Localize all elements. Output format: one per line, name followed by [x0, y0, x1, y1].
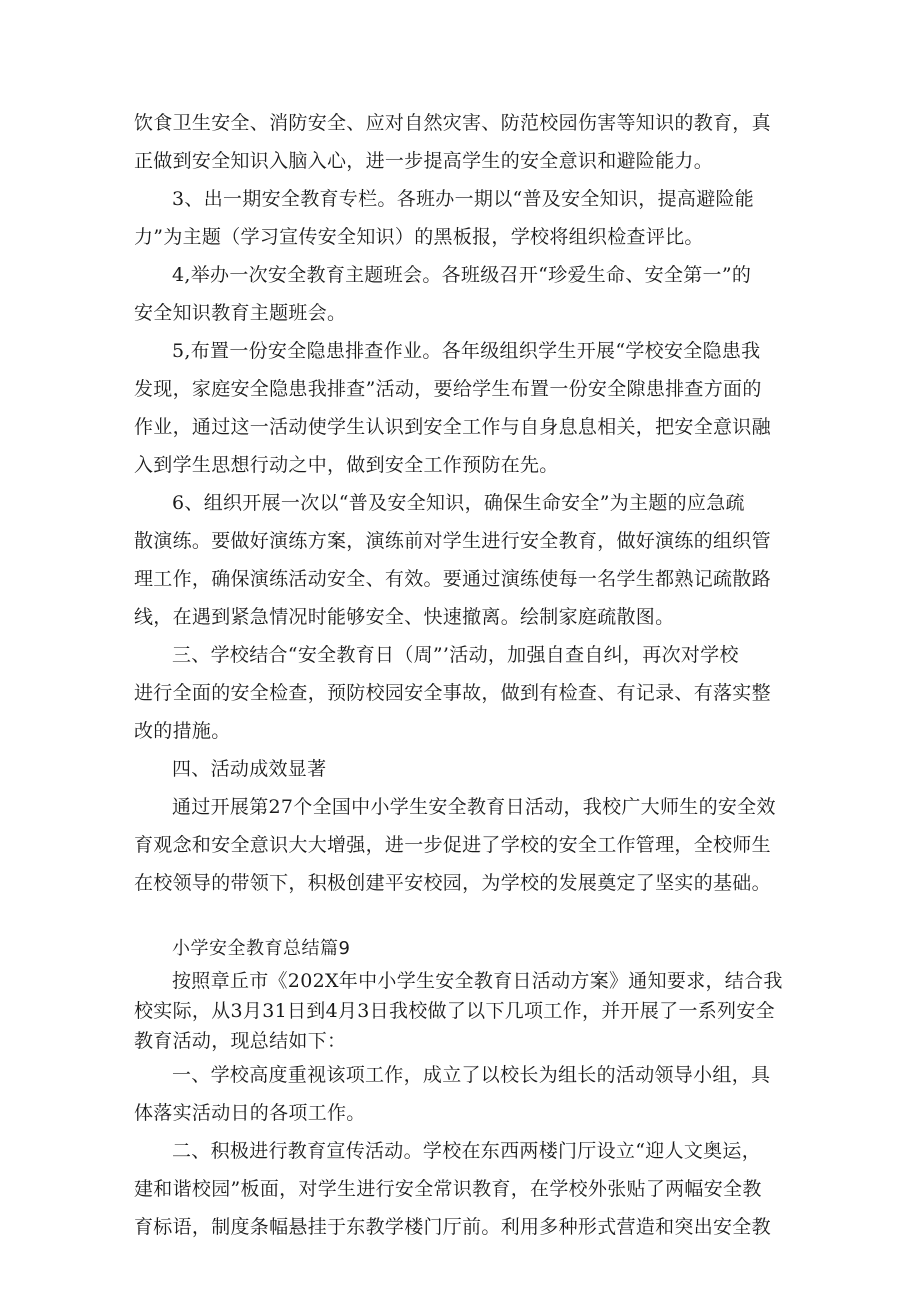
paragraph	[134, 788, 794, 902]
text-line: 通过开展第27个全国中小学生安全教育日活动，我校广大师生的安全效	[172, 796, 776, 818]
text-line: 四、活动成效显著	[172, 758, 327, 780]
text-line: 散演练。要做好演练方案，演练前对学生进行安全教育，做好演练的组织管	[134, 530, 771, 552]
text-line: 3、出一期安全教育专栏。各班办一期以“普及安全知识，提高避险能	[172, 188, 755, 210]
document-body-part1	[134, 104, 794, 902]
paragraph	[134, 256, 794, 332]
text-line: 建和谐校园”板面，对学生进行安全常识教育，在学校外张贴了两幅安全教	[134, 1178, 762, 1200]
text-line: 发现，家庭安全隐患我排查”活动，要给学生布置一份安全隙患排查方面的	[134, 378, 762, 400]
section-title: 小学安全教育总结篇9	[172, 938, 351, 959]
text-line: 改的措施。	[134, 720, 231, 742]
text-line: 5,布置一份安全隐患排查作业。各年级组织学生开展“学校安全隐患我	[172, 340, 761, 362]
text-line: 三、学校结合“安全教育日（周”’活动，加强自查自纠，再次对学校	[172, 644, 739, 666]
paragraph	[134, 636, 794, 750]
text-line: 6、组织开展一次以“普及安全知识，确保生命安全”为主题的应急疏	[172, 492, 745, 514]
text-line: 育标语，制度条幅悬挂于东教学楼门厅前。利用多种形式营造和突出安全教	[134, 1216, 771, 1238]
paragraph	[134, 1132, 794, 1246]
text-line: 作业，通过这一活动使学生认识到安全工作与自身息息相关，把安全意识融	[134, 416, 771, 438]
text-line: 教育活动，现总结如下：	[134, 1030, 347, 1052]
text-line: 饮食卫生安全、消防安全、应对自然灾害、防范校园伤害等知识的教育，真	[134, 112, 771, 134]
text-line: 二、积极进行教育宣传活动。学校在东西两楼门厅设立“迎人文奥运，	[172, 1140, 762, 1162]
paragraph	[134, 332, 794, 484]
text-line: 线，在遇到紧急情况时能够安全、快速撤离。绘制家庭疏散图。	[134, 606, 675, 628]
paragraph	[134, 104, 794, 180]
paragraph	[134, 750, 794, 788]
paragraph	[134, 180, 794, 256]
section-spacer	[134, 902, 794, 932]
text-line: 一、学校高度重视该项工作，成立了以校长为组长的活动领导小组，具	[172, 1064, 771, 1086]
text-line: 力”为主题（学习宣传安全知识）的黑板报，学校将组织检查评比。	[134, 226, 704, 248]
paragraph	[134, 966, 794, 1056]
paragraph	[134, 484, 794, 636]
document-page	[134, 104, 794, 1246]
paragraph	[134, 1056, 794, 1132]
text-line: 校实际，从3月31日到4月3日我校做了以下几项工作，并开展了一系列安全	[134, 1000, 775, 1022]
text-line: 安全知识教育主题班会。	[134, 302, 347, 324]
text-line: 在校领导的带领下，积极创建平安校园，为学校的发展奠定了坚实的基础。	[134, 872, 771, 894]
text-line: 育观念和安全意识大大增强，进一步促进了学校的安全工作管理，全校师生	[134, 834, 771, 856]
document-body-part2	[134, 966, 794, 1246]
text-line: 4,举办一次安全教育主题班会。各班级召开“珍爱生命、安全第一”的	[172, 264, 752, 286]
text-line: 体落实活动日的各项工作。	[134, 1102, 366, 1124]
text-line: 入到学生思想行动之中，做到安全工作预防在先。	[134, 454, 559, 476]
text-line: 理工作，确保演练活动安全、有效。要通过演练使每一名学生都熟记疏散路	[134, 568, 771, 590]
text-line: 正做到安全知识入脑入心，进一步提高学生的安全意识和避险能力。	[134, 150, 714, 172]
text-line: 按照章丘市《202X年中小学生安全教育日活动方案》通知要求，结合我	[172, 970, 783, 992]
text-line: 进行全面的安全检查，预防校园安全事故，做到有检查、有记录、有落实整	[134, 682, 771, 704]
